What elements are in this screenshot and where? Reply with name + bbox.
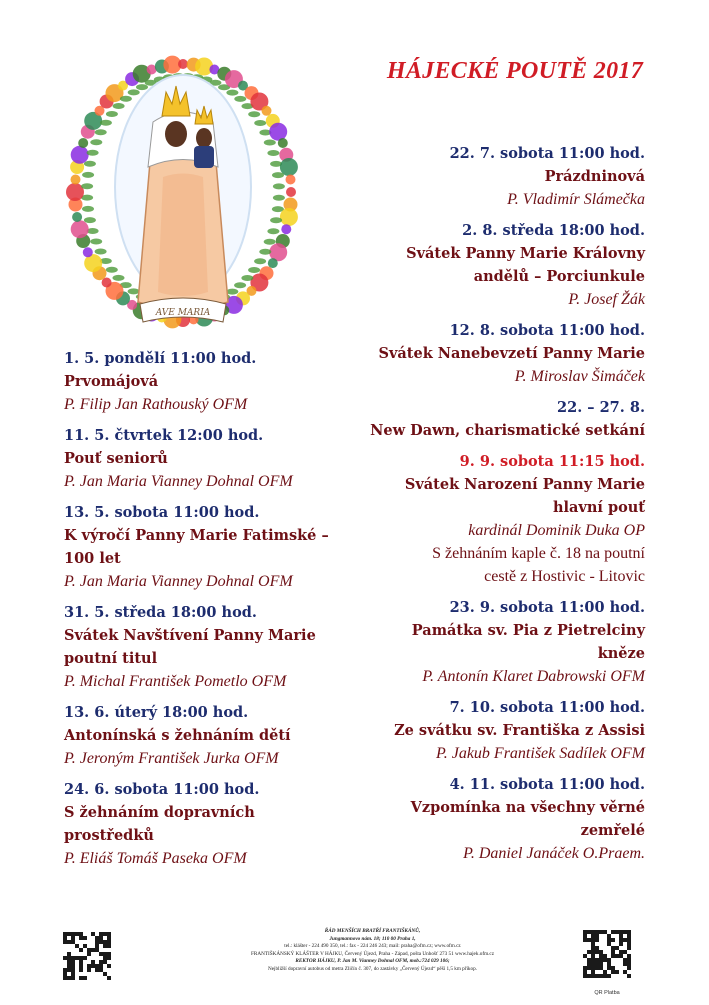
event-item [64,501,354,593]
event-title: Svátek Nanebevzetí Panny Marie [378,345,645,362]
left-column [64,347,354,878]
event-date: 7. 10. sobota 11:00 hod. [449,699,645,716]
event-date: 13. 6. úterý 18:00 hod. [64,704,249,721]
event-date: 31. 5. středa 18:00 hod. [64,604,257,621]
qr-payment-label: QR Platba [594,990,620,996]
footer-line: REKTOR HÁJKU, P. Jan M. Vianney Dohnal OFM, mob.:724 029 106; [295,958,450,964]
event-date: 12. 8. sobota 11:00 hod. [449,322,645,339]
event-item [64,347,354,416]
event-item [64,601,354,693]
event-title: Památka sv. Pia z Pietrelciny [411,622,645,639]
event-title: poutní titul [64,650,158,667]
event-title: 100 let [64,550,121,567]
event-date: 22. – 27. 8. [557,399,645,416]
madonna-illustration [58,42,308,330]
event-item [64,424,354,493]
event-date: 22. 7. sobota 11:00 hod. [449,145,645,162]
event-celebrant: kardinál Dominik Duka OP [468,522,645,539]
event-item [345,773,645,865]
event-celebrant: P. Jan Maria Vianney Dohnal OFM [64,473,293,490]
event-date: 24. 6. sobota 11:00 hod. [64,781,260,798]
event-title: Svátek Panny Marie Královny [406,245,645,262]
event-celebrant: P. Antonín Klaret Dabrowski OFM [422,668,645,685]
footer-line: tel.: klášter - 224 490 350, tel.: fax - 224 246 243; mail: praha@ofm.cz; www.ofm.cz [284,943,461,949]
svg-text:AVE MARIA: AVE MARIA [155,308,211,318]
event-item [345,396,645,442]
event-item [345,319,645,388]
event-title: Antonínská s žehnáním dětí [64,727,291,744]
event-title: Svátek Narození Panny Marie [404,476,645,493]
event-date: 13. 5. sobota 11:00 hod. [64,504,260,521]
page-title: HÁJECKÉ POUTĚ 2017 [386,58,643,84]
event-item [345,142,645,211]
event-item [345,696,645,765]
event-date: 1. 5. pondělí 11:00 hod. [64,350,257,367]
event-item [64,778,354,870]
event-item [345,450,645,588]
footer-line: Jungmannovo nám. 18; 110 00 Praha 1, [329,935,416,942]
event-title: andělů – Porciunkule [473,268,645,285]
event-celebrant: P. Filip Jan Rathouský OFM [64,396,248,413]
event-title: Svátek Navštívení Panny Marie [64,627,316,644]
event-celebrant: P. Miroslav Šimáček [514,368,645,385]
event-title: K výročí Panny Marie Fatimské – [64,527,329,544]
qr-code-right [583,930,631,978]
event-item [345,219,645,311]
event-celebrant: P. Eliáš Tomáš Paseka OFM [64,850,247,867]
event-celebrant: P. Jan Maria Vianney Dohnal OFM [64,573,293,590]
event-title: Pouť seniorů [64,450,168,467]
right-column [345,142,645,873]
event-title: Ze svátku sv. Františka z Assisi [394,722,645,739]
footer [230,928,515,973]
event-date: 2. 8. středa 18:00 hod. [462,222,645,239]
event-celebrant: P. Josef Žák [568,291,645,308]
event-date: 11. 5. čtvrtek 12:00 hod. [64,427,264,444]
event-title: Prázdninová [544,168,645,185]
event-title: zemřelé [580,822,645,839]
footer-line: FRANTIŠKÁNSKÝ KLÁŠTER V HÁJKU, Červený Újezd, Praha - Západ, pošta Unhošť 273 51 www.hajek.ofm.cz [250,950,495,957]
event-date: 23. 9. sobota 11:00 hod. [449,599,645,616]
event-title: S žehnáním dopravních [64,804,255,821]
event-celebrant: P. Jeroným František Jurka OFM [64,750,279,767]
event-date: 9. 9. sobota 11:15 hod. [459,453,645,470]
event-celebrant: P. Vladimír Slámečka [507,191,645,208]
event-item [64,701,354,770]
event-date: 4. 11. sobota 11:00 hod. [449,776,645,793]
event-title: Vzpomínka na všechny věrné [410,799,645,816]
event-celebrant: P. Jakub František Sadílek OFM [436,745,645,762]
event-title: hlavní pouť [552,499,645,516]
event-title: kněze [597,645,645,662]
event-note: S žehnáním kaple č. 18 na poutní [432,545,645,562]
event-note: cestě z Hostivic - Litovic [484,568,645,585]
footer-line: Nejbližší dopravní autobus od metra Zličín č. 307, do zastávky „Červený Újezd“ pěší 1,5 km příkop. [267,965,478,972]
event-title: prostředků [64,827,154,844]
event-celebrant: P. Daniel Janáček O.Praem. [463,845,645,862]
event-item [345,596,645,688]
event-title: Prvomájová [64,373,159,390]
qr-code-left [63,932,111,980]
event-title: New Dawn, charismatické setkání [370,422,645,439]
footer-line: ŘÁD MENŠÍCH BRATŘÍ FRANTIŠKÁNŮ, [324,928,421,934]
event-celebrant: P. Michal František Pometlo OFM [64,673,287,690]
